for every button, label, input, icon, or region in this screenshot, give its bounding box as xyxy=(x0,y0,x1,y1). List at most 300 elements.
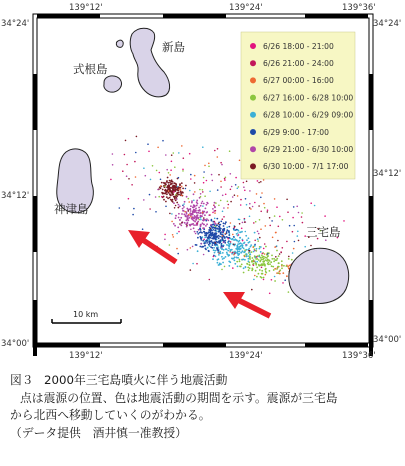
hypocenter-dot xyxy=(221,248,223,250)
hypocenter-dot xyxy=(263,248,265,250)
hypocenter-dot xyxy=(128,178,130,180)
hypocenter-dot xyxy=(268,259,270,261)
hypocenter-dot xyxy=(256,267,258,269)
hypocenter-dot xyxy=(255,250,257,252)
hypocenter-dot xyxy=(174,198,176,200)
hypocenter-dot xyxy=(200,217,202,219)
hypocenter-dot xyxy=(250,208,252,210)
hypocenter-dot xyxy=(256,248,258,250)
hypocenter-dot xyxy=(244,251,246,253)
hypocenter-dot xyxy=(165,201,167,203)
hypocenter-dot xyxy=(177,189,179,191)
hypocenter-dot xyxy=(240,252,242,254)
hypocenter-dot xyxy=(213,204,215,206)
hypocenter-dot xyxy=(234,194,236,196)
hypocenter-dot xyxy=(132,214,134,216)
hypocenter-dot xyxy=(278,266,280,268)
hypocenter-dot xyxy=(208,250,210,252)
hypocenter-dot xyxy=(164,193,166,195)
hypocenter-dot xyxy=(189,212,191,214)
hypocenter-dot xyxy=(211,229,213,231)
hypocenter-dot xyxy=(250,244,252,246)
hypocenter-dot xyxy=(217,228,219,230)
legend-label: 6/29 21:00 - 6/30 10:00 xyxy=(263,145,354,154)
hypocenter-dot xyxy=(257,180,259,182)
hypocenter-dot xyxy=(161,182,163,184)
hypocenter-dot xyxy=(261,270,263,272)
hypocenter-dot xyxy=(178,204,180,206)
hypocenter-dot xyxy=(218,223,220,225)
hypocenter-dot xyxy=(190,174,192,176)
hypocenter-dot xyxy=(297,231,299,233)
hypocenter-dot xyxy=(224,223,226,225)
hypocenter-dot xyxy=(259,219,261,221)
lon-bottom-1: 139°12' xyxy=(69,351,103,361)
hypocenter-dot xyxy=(176,202,178,204)
hypocenter-dot xyxy=(171,200,173,202)
hypocenter-dot xyxy=(267,211,269,213)
hypocenter-dot xyxy=(174,166,176,168)
hypocenter-dot xyxy=(237,243,239,245)
hypocenter-dot xyxy=(208,241,210,243)
hypocenter-dot xyxy=(174,196,176,198)
hypocenter-dot xyxy=(196,224,198,226)
hypocenter-dot xyxy=(261,277,263,279)
hypocenter-dot xyxy=(233,244,235,246)
hypocenter-dot xyxy=(209,243,211,245)
hypocenter-dot xyxy=(199,219,201,221)
hypocenter-dot xyxy=(254,275,256,277)
hypocenter-dot xyxy=(244,256,246,258)
hypocenter-dot xyxy=(234,227,236,229)
hypocenter-dot xyxy=(214,252,216,254)
hypocenter-dot xyxy=(252,246,254,248)
hypocenter-dot xyxy=(246,253,248,255)
hypocenter-dot xyxy=(255,264,257,266)
hypocenter-dot xyxy=(196,231,198,233)
hypocenter-dot xyxy=(278,255,280,257)
hypocenter-dot xyxy=(177,253,179,255)
hypocenter-dot xyxy=(246,239,248,241)
hypocenter-dot xyxy=(281,260,283,262)
hypocenter-dot xyxy=(193,193,195,195)
hypocenter-dot xyxy=(267,209,269,211)
hypocenter-dot xyxy=(164,234,166,236)
hypocenter-dot xyxy=(202,212,204,214)
hypocenter-dot xyxy=(211,226,213,228)
hypocenter-dot xyxy=(270,261,272,263)
hypocenter-dot xyxy=(131,184,133,186)
hypocenter-dot xyxy=(286,241,288,243)
hypocenter-dot xyxy=(281,264,283,266)
hypocenter-dot xyxy=(276,206,278,208)
hypocenter-dot xyxy=(257,240,259,242)
scale-label: 10 km xyxy=(73,310,99,319)
lon-bottom-3: 139°36' xyxy=(342,351,376,361)
hypocenter-dot xyxy=(260,211,262,213)
hypocenter-dot xyxy=(271,279,273,281)
hypocenter-dot xyxy=(180,217,182,219)
hypocenter-dot xyxy=(265,259,267,261)
hypocenter-dot xyxy=(281,267,283,269)
hypocenter-dot xyxy=(219,236,221,238)
hypocenter-dot xyxy=(162,189,164,191)
hypocenter-dot xyxy=(203,220,205,222)
hypocenter-dot xyxy=(188,217,190,219)
hypocenter-dot xyxy=(169,244,171,246)
hypocenter-dot xyxy=(136,136,138,138)
hypocenter-dot xyxy=(163,199,165,201)
hypocenter-dot xyxy=(276,259,278,261)
hypocenter-dot xyxy=(266,257,268,259)
hypocenter-dot xyxy=(229,150,231,152)
hypocenter-dot xyxy=(258,256,260,258)
hypocenter-dot xyxy=(208,163,210,165)
hypocenter-dot xyxy=(301,212,303,214)
hypocenter-dot xyxy=(251,260,253,262)
hypocenter-dot xyxy=(274,246,276,248)
hypocenter-dot xyxy=(279,216,281,218)
hypocenter-dot xyxy=(269,263,271,265)
hypocenter-dot xyxy=(286,275,288,277)
hypocenter-dot xyxy=(215,228,217,230)
hypocenter-dot xyxy=(265,271,267,273)
lat-right-1: 34°24' xyxy=(373,19,402,29)
hypocenter-dot xyxy=(246,204,248,206)
hypocenter-dot xyxy=(241,228,243,230)
hypocenter-dot xyxy=(180,225,182,227)
hypocenter-dot xyxy=(158,196,160,198)
hypocenter-dot xyxy=(245,231,247,233)
hypocenter-dot xyxy=(228,226,230,228)
lat-left-1: 34°24' xyxy=(1,19,30,29)
hypocenter-dot xyxy=(280,251,282,253)
hypocenter-dot xyxy=(209,230,211,232)
hypocenter-dot xyxy=(203,203,205,205)
hypocenter-dot xyxy=(214,221,216,223)
hypocenter-dot xyxy=(126,175,128,177)
hypocenter-dot xyxy=(226,227,228,229)
hypocenter-dot xyxy=(296,206,298,208)
hypocenter-dot xyxy=(248,264,250,266)
hypocenter-dot xyxy=(217,156,219,158)
hypocenter-dot xyxy=(220,228,222,230)
hypocenter-dot xyxy=(202,146,204,148)
hypocenter-dot xyxy=(265,274,267,276)
hypocenter-dot xyxy=(298,212,300,214)
hypocenter-dot xyxy=(247,255,249,257)
hypocenter-dot xyxy=(262,273,264,275)
legend-label: 6/28 10:00 - 6/29 09:00 xyxy=(263,110,354,120)
hypocenter-dot xyxy=(314,205,316,207)
hypocenter-dot xyxy=(214,250,216,252)
hypocenter-dot xyxy=(293,248,295,250)
hypocenter-dot xyxy=(252,206,254,208)
hypocenter-dot xyxy=(208,166,210,168)
hypocenter-dot xyxy=(239,219,241,221)
hypocenter-dot xyxy=(210,228,212,230)
hypocenter-dot xyxy=(258,205,260,207)
hypocenter-dot xyxy=(143,167,145,169)
hypocenter-dot xyxy=(188,198,190,200)
hypocenter-dot xyxy=(227,254,229,256)
hypocenter-dot xyxy=(222,238,224,240)
hypocenter-dot xyxy=(186,224,188,226)
shikinejima-island xyxy=(104,76,122,92)
lon-top-2: 139°24' xyxy=(229,3,263,13)
hypocenter-dot xyxy=(310,245,312,247)
hypocenter-dot xyxy=(176,233,178,235)
hypocenter-dot xyxy=(188,210,190,212)
hypocenter-dot xyxy=(214,233,216,235)
hypocenter-dot xyxy=(206,242,208,244)
hypocenter-dot xyxy=(206,180,208,182)
hypocenter-dot xyxy=(288,268,290,270)
hypocenter-dot xyxy=(174,207,176,209)
legend-swatch xyxy=(250,77,256,83)
hypocenter-dot xyxy=(211,174,213,176)
hypocenter-dot xyxy=(194,231,196,233)
hypocenter-dot xyxy=(204,245,206,247)
hypocenter-dot xyxy=(261,254,263,256)
hypocenter-dot xyxy=(222,239,224,241)
hypocenter-dot xyxy=(218,242,220,244)
hypocenter-dot xyxy=(215,226,217,228)
hypocenter-dot xyxy=(244,219,246,221)
hypocenter-dot xyxy=(245,267,247,269)
hypocenter-dot xyxy=(182,205,184,207)
hypocenter-dot xyxy=(235,184,237,186)
hypocenter-dot xyxy=(224,237,226,239)
hypocenter-dot xyxy=(233,239,235,241)
hypocenter-dot xyxy=(214,218,216,220)
hypocenter-dot xyxy=(208,237,210,239)
hypocenter-dot xyxy=(174,189,176,191)
hypocenter-dot xyxy=(213,247,215,249)
hypocenter-dot xyxy=(181,222,183,224)
hypocenter-dot xyxy=(200,212,202,214)
hypocenter-dot xyxy=(196,200,198,202)
hypocenter-dot xyxy=(259,248,261,250)
hypocenter-dot xyxy=(291,259,293,261)
hypocenter-dot xyxy=(243,272,245,274)
hypocenter-dot xyxy=(203,254,205,256)
hypocenter-dot xyxy=(181,213,183,215)
legend-label: 6/29 9:00 - 17:00 xyxy=(263,127,329,137)
hypocenter-dot xyxy=(249,203,251,205)
hypocenter-dot xyxy=(221,256,223,258)
hypocenter-dot xyxy=(275,232,277,234)
caption-title: 2000年三宅島噴火に伴う地震活動 xyxy=(44,373,228,387)
hypocenter-dot xyxy=(200,219,202,221)
hypocenter-dot xyxy=(135,176,137,178)
hypocenter-dot xyxy=(245,245,247,247)
hypocenter-dot xyxy=(248,250,250,252)
hypocenter-dot xyxy=(258,265,260,267)
hypocenter-dot xyxy=(220,221,222,223)
hypocenter-dot xyxy=(175,217,177,219)
hypocenter-dot xyxy=(200,231,202,233)
hypocenter-dot xyxy=(186,226,188,228)
hypocenter-dot xyxy=(181,145,183,147)
hypocenter-dot xyxy=(263,179,265,181)
hypocenter-dot xyxy=(237,245,239,247)
hypocenter-dot xyxy=(110,179,112,181)
hypocenter-dot xyxy=(161,192,163,194)
hypocenter-dot xyxy=(209,191,211,193)
hypocenter-dot xyxy=(180,191,182,193)
hypocenter-dot xyxy=(203,239,205,241)
hypocenter-dot xyxy=(220,186,222,188)
hypocenter-dot xyxy=(214,230,216,232)
hypocenter-dot xyxy=(252,257,254,259)
hypocenter-dot xyxy=(253,265,255,267)
hypocenter-dot xyxy=(255,221,257,223)
hypocenter-dot xyxy=(243,267,245,269)
hypocenter-dot xyxy=(165,154,167,156)
hypocenter-dot xyxy=(251,289,253,291)
hypocenter-dot xyxy=(244,242,246,244)
hypocenter-dot xyxy=(165,182,167,184)
hypocenter-dot xyxy=(214,206,216,208)
hypocenter-dot xyxy=(253,222,255,224)
hypocenter-dot xyxy=(232,252,234,254)
hypocenter-dot xyxy=(169,213,171,215)
hypocenter-dot xyxy=(234,263,236,265)
legend-label: 6/26 21:00 - 24:00 xyxy=(263,59,334,68)
hypocenter-dot xyxy=(112,164,114,166)
legend-swatch xyxy=(250,129,256,135)
hypocenter-dot xyxy=(214,150,216,152)
hypocenter-dot xyxy=(204,214,206,216)
hypocenter-dot xyxy=(289,225,291,227)
hypocenter-dot xyxy=(133,208,135,210)
hypocenter-dot xyxy=(204,165,206,167)
hypocenter-dot xyxy=(228,247,230,249)
hypocenter-dot xyxy=(173,202,175,204)
hypocenter-dot xyxy=(260,228,262,230)
hypocenter-dot xyxy=(179,219,181,221)
hypocenter-dot xyxy=(244,259,246,261)
niijima-label: 新島 xyxy=(162,40,185,54)
hypocenter-dot xyxy=(202,201,204,203)
hypocenter-dot xyxy=(165,206,167,208)
hypocenter-dot xyxy=(205,208,207,210)
hypocenter-dot xyxy=(224,179,226,181)
hypocenter-dot xyxy=(324,215,326,217)
hypocenter-dot xyxy=(187,217,189,219)
hypocenter-dot xyxy=(213,227,215,229)
hypocenter-dot xyxy=(225,248,227,250)
hypocenter-dot xyxy=(212,208,214,210)
hypocenter-dot xyxy=(207,247,209,249)
hypocenter-dot xyxy=(212,242,214,244)
hypocenter-dot xyxy=(159,172,161,174)
hypocenter-dot xyxy=(245,198,247,200)
hypocenter-dot xyxy=(222,195,224,197)
hypocenter-dot xyxy=(126,164,128,166)
miyakejima-island xyxy=(289,248,349,303)
hypocenter-dot xyxy=(204,237,206,239)
hypocenter-dot xyxy=(171,161,173,163)
legend-swatch xyxy=(250,112,256,118)
hypocenter-dot xyxy=(173,152,175,154)
hypocenter-dot xyxy=(228,234,230,236)
hypocenter-dot xyxy=(203,171,205,173)
hypocenter-dot xyxy=(171,179,173,181)
hypocenter-dot xyxy=(190,269,192,271)
hypocenter-dot xyxy=(276,268,278,270)
hypocenter-dot xyxy=(179,205,181,207)
hypocenter-dot xyxy=(155,196,157,198)
hypocenter-dot xyxy=(196,205,198,207)
hypocenter-dot xyxy=(343,220,345,222)
hypocenter-dot xyxy=(166,190,168,192)
caption-line-4: （データ提供 酒井慎一准教授） xyxy=(10,425,187,440)
hypocenter-dot xyxy=(253,263,255,265)
hypocenter-dot xyxy=(175,200,177,202)
legend-swatch xyxy=(250,43,256,49)
lat-right-3: 34°00' xyxy=(373,335,402,345)
legend xyxy=(241,32,355,179)
hypocenter-dot xyxy=(215,242,217,244)
hypocenter-dot xyxy=(203,224,205,226)
hypocenter-dot xyxy=(134,161,136,163)
hypocenter-dot xyxy=(209,279,211,281)
hypocenter-dot xyxy=(193,204,195,206)
small-islet xyxy=(116,40,123,47)
hypocenter-dot xyxy=(163,182,165,184)
hypocenter-dot xyxy=(218,174,220,176)
hypocenter-dot xyxy=(160,187,162,189)
hypocenter-dot xyxy=(185,185,187,187)
hypocenter-dot xyxy=(193,224,195,226)
hypocenter-dot xyxy=(198,229,200,231)
hypocenter-dot xyxy=(145,175,147,177)
hypocenter-dot xyxy=(240,242,242,244)
hypocenter-dot xyxy=(238,241,240,243)
hypocenter-dot xyxy=(203,182,205,184)
hypocenter-dot xyxy=(178,217,180,219)
hypocenter-dot xyxy=(166,169,168,171)
hypocenter-dot xyxy=(244,190,246,192)
hypocenter-dot xyxy=(273,269,275,271)
hypocenter-dot xyxy=(119,207,121,209)
hypocenter-dot xyxy=(257,238,259,240)
hypocenter-dot xyxy=(220,200,222,202)
hypocenter-dot xyxy=(163,196,165,198)
hypocenter-dot xyxy=(125,140,127,142)
hypocenter-dot xyxy=(233,236,235,238)
hypocenter-dot xyxy=(204,195,206,197)
hypocenter-dot xyxy=(260,197,262,199)
hypocenter-dot xyxy=(289,265,291,267)
hypocenter-dot xyxy=(325,239,327,241)
hypocenter-dot xyxy=(171,183,173,185)
hypocenter-dot xyxy=(195,208,197,210)
hypocenter-dot xyxy=(156,170,158,172)
hypocenter-dot xyxy=(273,258,275,260)
hypocenter-dot xyxy=(238,186,240,188)
hypocenter-dot xyxy=(189,224,191,226)
hypocenter-dot xyxy=(211,219,213,221)
hypocenter-dot xyxy=(190,178,192,180)
hypocenter-dot xyxy=(282,219,284,221)
hypocenter-dot xyxy=(292,217,294,219)
hypocenter-dot xyxy=(213,229,215,231)
hypocenter-dot xyxy=(272,266,274,268)
hypocenter-dot xyxy=(257,231,259,233)
